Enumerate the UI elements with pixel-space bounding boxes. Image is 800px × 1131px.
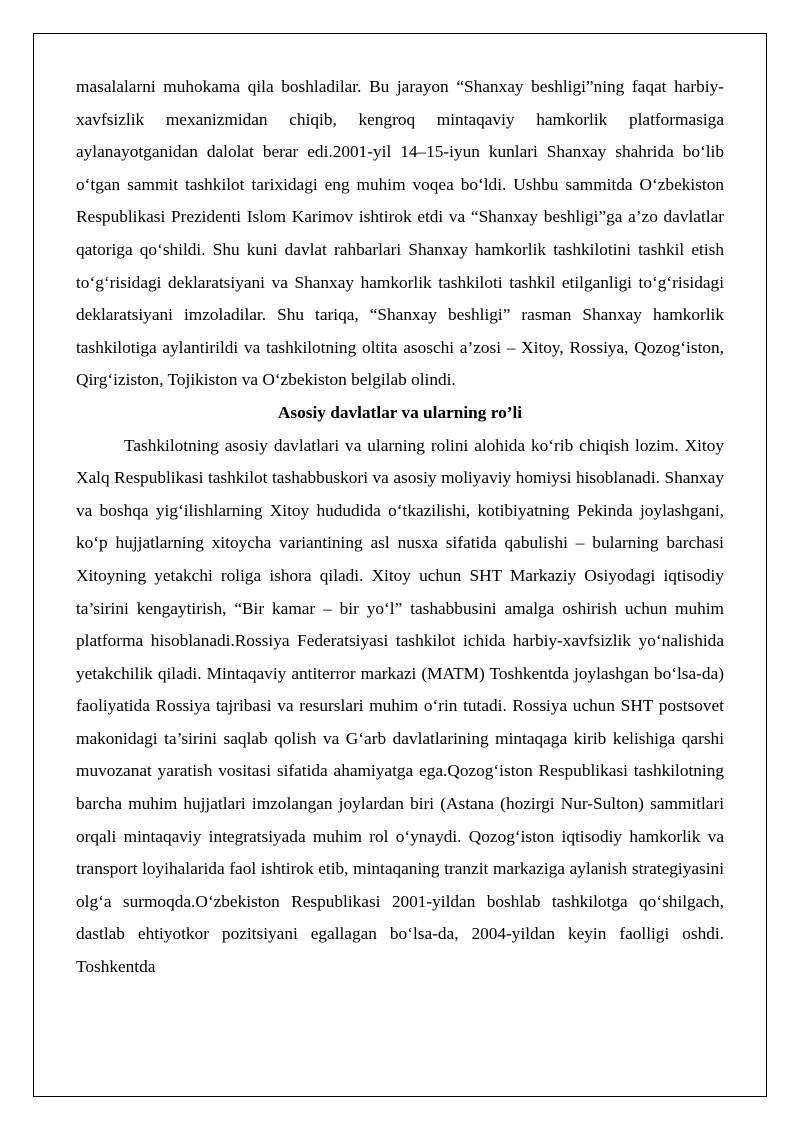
paragraph-main-states: Tashkilotning asosiy davlatlari va ularning rolini alohida ko‘rib chiqish lozim. Xitoy Xalq Respublikasi tashkilot tashabbuskori va asosiy moliyaviy homiysi hisoblanadi. Shanxay va boshqa yig‘ilishlarning Xitoy hududida o‘tkazilishi, kotibiyatning Pekinda joylashgani, ko‘p hujjatlarning xitoycha variantining asl nusxa sifatida qabulishi – bularning barchasi Xitoyning yetakchi roliga ishora qiladi. Xitoy uchun SHT Markaziy Osiyodagi iqtisodiy ta’sirini kengaytirish, “Bir kamar – bir yo‘l” tashabbusini amalga oshirish uchun muhim platforma hisoblanadi.Rossiya Federatsiyasi tashkilot ichida harbiy-xavfsizlik yo‘nalishida yetakchilik qiladi. Mintaqaviy antiterror markazi (MATM) Toshkentda joylashgan bo‘lsa-da) faoliyatida Rossiya tajribasi va resurslari muhim o‘rin tutadi. Rossiya uchun SHT postsovet makonidagi ta’sirini saqlab qolish va G‘arb davlatlarining mintaqaga kirib kelishiga qarshi muvozanat yaratish vositasi sifatida ahamiyatga ega.Qozog‘iston Respublikasi tashkilotning barcha muhim hujjatlari imzolangan joylardan biri (Astana (hozirgi Nur-Sulton) sammitlari orqali mintaqaviy integratsiyada muhim rol o‘ynaydi. Qozog‘iston iqtisodiy hamkorlik va transport loyihalarida faol ishtirok etib, mintaqaning tranzit markaziga aylanish strategiyasini olg‘a surmoqda.O‘zbekiston Respublikasi 2001-yildan boshlab tashkilotga qo‘shilgach, dastlab ehtiyotkor pozitsiyani egallagan bo‘lsa-da, 2004-yildan keyin faolligi oshdi. Toshkentda [76,435,724,977]
section-heading: Asosiy davlatlar va ularning ro’li [277,402,523,422]
document-body [76,71,724,984]
paragraph-intro: masalalarni muhokama qila boshladilar. Bu jarayon “Shanxay beshligi”ning faqat harbiy-xavfsizlik mexanizmidan chiqib, kengroq mintaqaviy hamkorlik platformasiga aylanayotganidan dalolat berar edi.2001-yil 14–15-iyun kunlari Shanxay shahrida bo‘lib o‘tgan sammit tashkilot tarixidagi eng muhim voqea bo‘ldi. Ushbu sammitda O‘zbekiston Respublikasi Prezidenti Islom Karimov ishtirok etdi va “Shanxay beshligi”ga a’zo davlatlar qatoriga qo‘shildi. Shu kuni davlat rahbarlari Shanxay hamkorlik tashkilotini tashkil etish to‘g‘risidagi deklaratsiyani va Shanxay hamkorlik tashkiloti tashkil etilganligi to‘g‘risidagi deklaratsiyani imzoladilar. Shu tariqa, “Shanxay beshligi” rasman Shanxay hamkorlik tashkilotiga aylantirildi va tashkilotning oltita asoschi a’zosi – Xitoy, Rossiya, Qozog‘iston, Qirg‘iziston, Tojikiston va O‘zbekiston belgilab olindi. [76,77,724,390]
